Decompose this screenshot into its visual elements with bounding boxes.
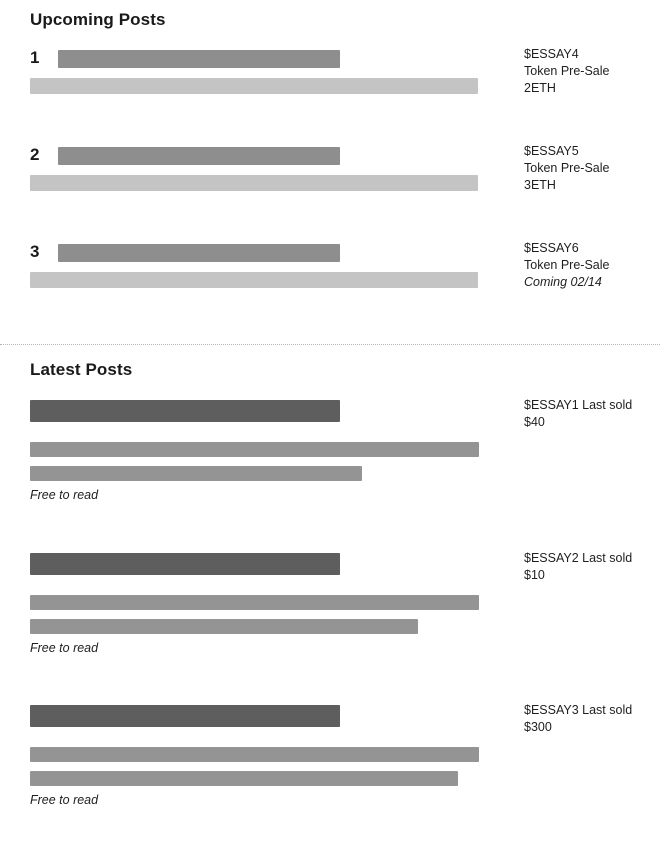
title-placeholder-bar [30,705,340,727]
title-placeholder-bar [30,400,340,422]
post-meta [524,550,654,584]
free-to-read-label: Free to read [30,641,99,655]
subtitle-placeholder-bar [30,272,478,288]
post-token-name: $ESSAY4 [524,47,579,61]
body-line-placeholder-bar [30,442,479,457]
body-line-placeholder-bar [30,747,479,762]
post-token-name: $ESSAY6 [524,241,579,255]
body-line-placeholder-bar [30,595,479,610]
post-meta [524,46,654,97]
upcoming-post-row[interactable] [0,145,660,215]
post-sale-status: Token Pre-Sale [524,161,610,175]
post-meta [524,240,654,291]
rank-number: 1 [30,48,40,67]
upcoming-post-row[interactable] [0,242,660,312]
rank-number: 3 [30,242,40,261]
body-line-placeholder-bar [30,619,418,634]
latest-posts-heading: Latest Posts [30,360,133,379]
post-release-date: Coming 02/14 [524,275,602,289]
latest-post-row[interactable] [0,400,660,545]
post-token-name: $ESSAY2 [524,551,579,565]
latest-post-row[interactable] [0,705,660,850]
post-last-sold: Last sold $300 [524,703,633,734]
upcoming-post-row[interactable] [0,48,660,118]
post-meta [524,702,654,736]
subtitle-placeholder-bar [30,78,478,94]
latest-post-row[interactable] [0,553,660,698]
title-placeholder-bar [30,553,340,575]
upcoming-posts-heading: Upcoming Posts [30,10,166,29]
body-line-placeholder-bar [30,771,458,786]
post-meta [524,397,654,431]
free-to-read-label: Free to read [30,793,99,807]
free-to-read-label: Free to read [30,488,99,502]
body-line-placeholder-bar [30,466,362,481]
post-sale-status: Token Pre-Sale [524,64,610,78]
section-divider [0,344,660,345]
title-placeholder-bar [58,50,340,68]
post-sale-status: Token Pre-Sale [524,258,610,272]
post-token-name: $ESSAY3 [524,703,579,717]
title-placeholder-bar [58,244,340,262]
rank-number: 2 [30,145,40,164]
post-price: 2ETH [524,81,556,95]
subtitle-placeholder-bar [30,175,478,191]
post-last-sold: Last sold $10 [524,551,633,582]
post-meta [524,143,654,194]
post-token-name: $ESSAY1 [524,398,579,412]
title-placeholder-bar [58,147,340,165]
post-token-name: $ESSAY5 [524,144,579,158]
post-price: 3ETH [524,178,556,192]
post-last-sold: Last sold $40 [524,398,633,429]
